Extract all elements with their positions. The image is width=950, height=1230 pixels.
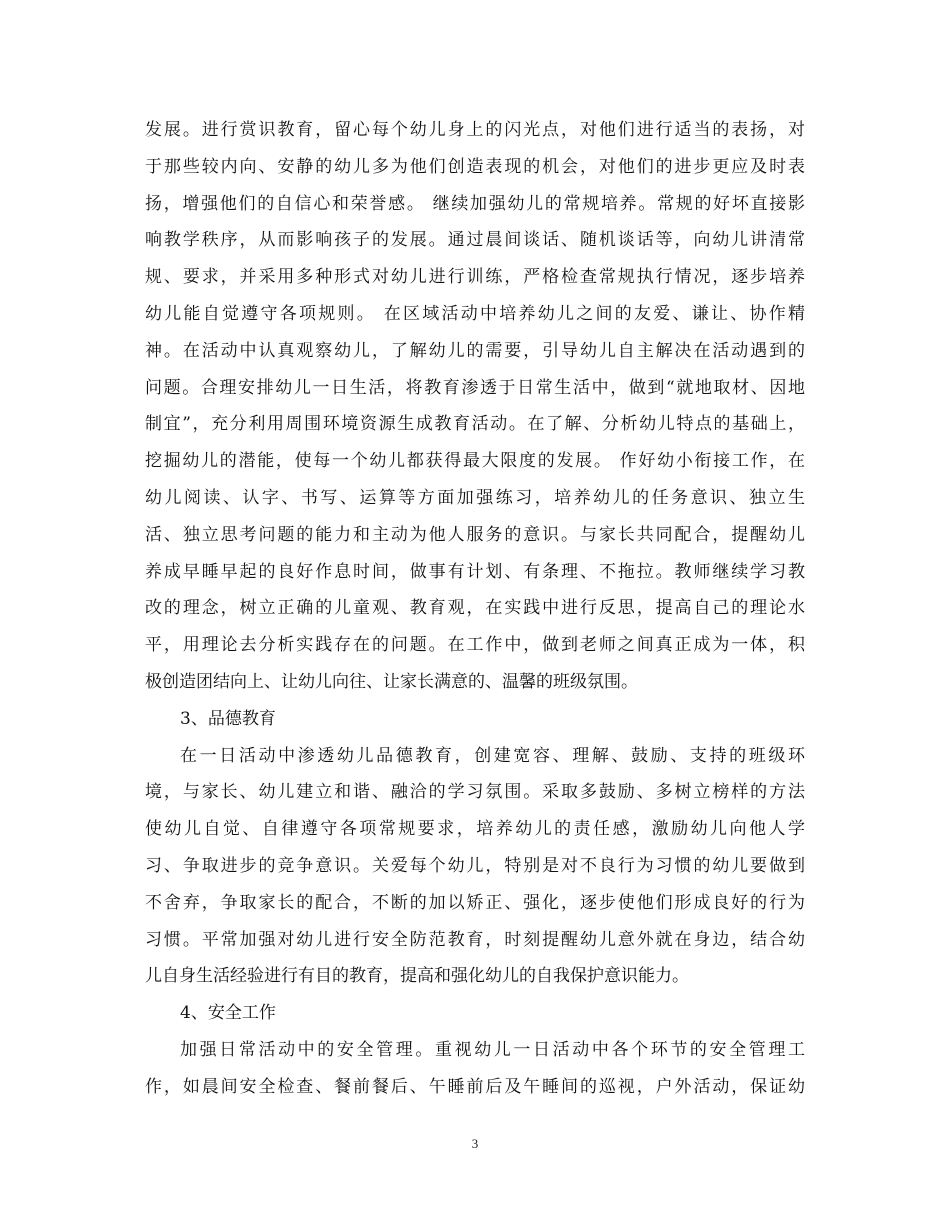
text-line: 作，如晨间安全检查、餐前餐后、午睡前后及午睡间的巡视，户外活动，保证幼: [145, 1076, 805, 1097]
text-line: 改的理念，树立正确的儿童观、教育观，在实践中进行反思，提高自己的理论水: [145, 598, 805, 619]
paragraph-last-line: 极创造团结向上、让幼儿向往、让家长满意的、温馨的班级氛围。: [145, 671, 638, 692]
text-line: 幼儿阅读、认字、书写、运算等方面加强练习，培养幼儿的任务意识、独立生: [145, 487, 805, 508]
paragraph-first-line: 加强日常活动中的安全管理。重视幼儿一日活动中各个环节的安全管理工: [180, 1039, 805, 1060]
text-line: 境，与家长、幼儿建立和谐、融洽的学习氛围。采取多鼓励、多树立榜样的方法: [145, 782, 805, 803]
text-line: 响教学秩序，从而影响孩子的发展。通过晨间谈话、随机谈话等，向幼儿讲清常: [145, 230, 805, 251]
text-line: 扬，增强他们的自信心和荣誉感。 继续加强幼儿的常规培养。常规的好坏直接影: [145, 193, 805, 214]
text-line: 习、争取进步的竞争意识。关爱每个幼儿，特别是对不良行为习惯的幼儿要做到: [145, 855, 805, 876]
section-heading: 4、安全工作: [180, 1003, 276, 1024]
text-line: 平，用理论去分析实践存在的问题。在工作中，做到老师之间真正成为一体，积: [145, 635, 805, 656]
text-line: 习惯。平常加强对幼儿进行安全防范教育，时刻提醒幼儿意外就在身边，结合幼: [145, 929, 805, 950]
text-line: 于那些较内向、安静的幼儿多为他们创造表现的机会，对他们的进步更应及时表: [145, 156, 805, 177]
text-line: 制宜”，充分利用周围环境资源生成教育活动。在了解、分析幼儿特点的基础上，: [145, 414, 805, 435]
text-line: 挖掘幼儿的潜能，使每一个幼儿都获得最大限度的发展。 作好幼小衔接工作，在: [145, 451, 805, 472]
text-line: 不舍弃，争取家长的配合，不断的加以矫正、强化，逐步使他们形成良好的行为: [145, 892, 805, 913]
text-line: 养成早睡早起的良好作息时间，做事有计划、有条理、不拖拉。教师继续学习教: [145, 561, 805, 582]
paragraph-last-line: 儿自身生活经验进行有目的教育，提高和强化幼儿的自我保护意识能力。: [145, 966, 689, 987]
text-line: 活、独立思考问题的能力和主动为他人服务的意识。与家长共同配合，提醒幼儿: [145, 524, 805, 545]
document-body: [145, 112, 805, 1106]
text-line: 规、要求，并采用多种形式对幼儿进行训练，严格检查常规执行情况，逐步培养: [145, 267, 805, 288]
text-line: 幼儿能自觉遵守各项规则。 在区域活动中培养幼儿之间的友爱、谦让、协作精: [145, 303, 805, 324]
text-line: 神。在活动中认真观察幼儿，了解幼儿的需要，引导幼儿自主解决在活动遇到的: [145, 340, 805, 361]
paragraph-first-line: 在一日活动中渗透幼儿品德教育，创建宽容、理解、鼓励、支持的班级环: [180, 745, 805, 766]
page-number: 3: [471, 1136, 479, 1151]
section-heading: 3、品德教育: [180, 708, 276, 729]
text-line: 发展。进行赏识教育，留心每个幼儿身上的闪光点，对他们进行适当的表扬，对: [145, 120, 805, 140]
text-line: 使幼儿自觉、自律遵守各项常规要求，培养幼儿的责任感，激励幼儿向他人学: [145, 819, 805, 840]
text-line: 问题。合理安排幼儿一日生活，将教育渗透于日常生活中，做到“就地取材、因地: [145, 377, 805, 398]
